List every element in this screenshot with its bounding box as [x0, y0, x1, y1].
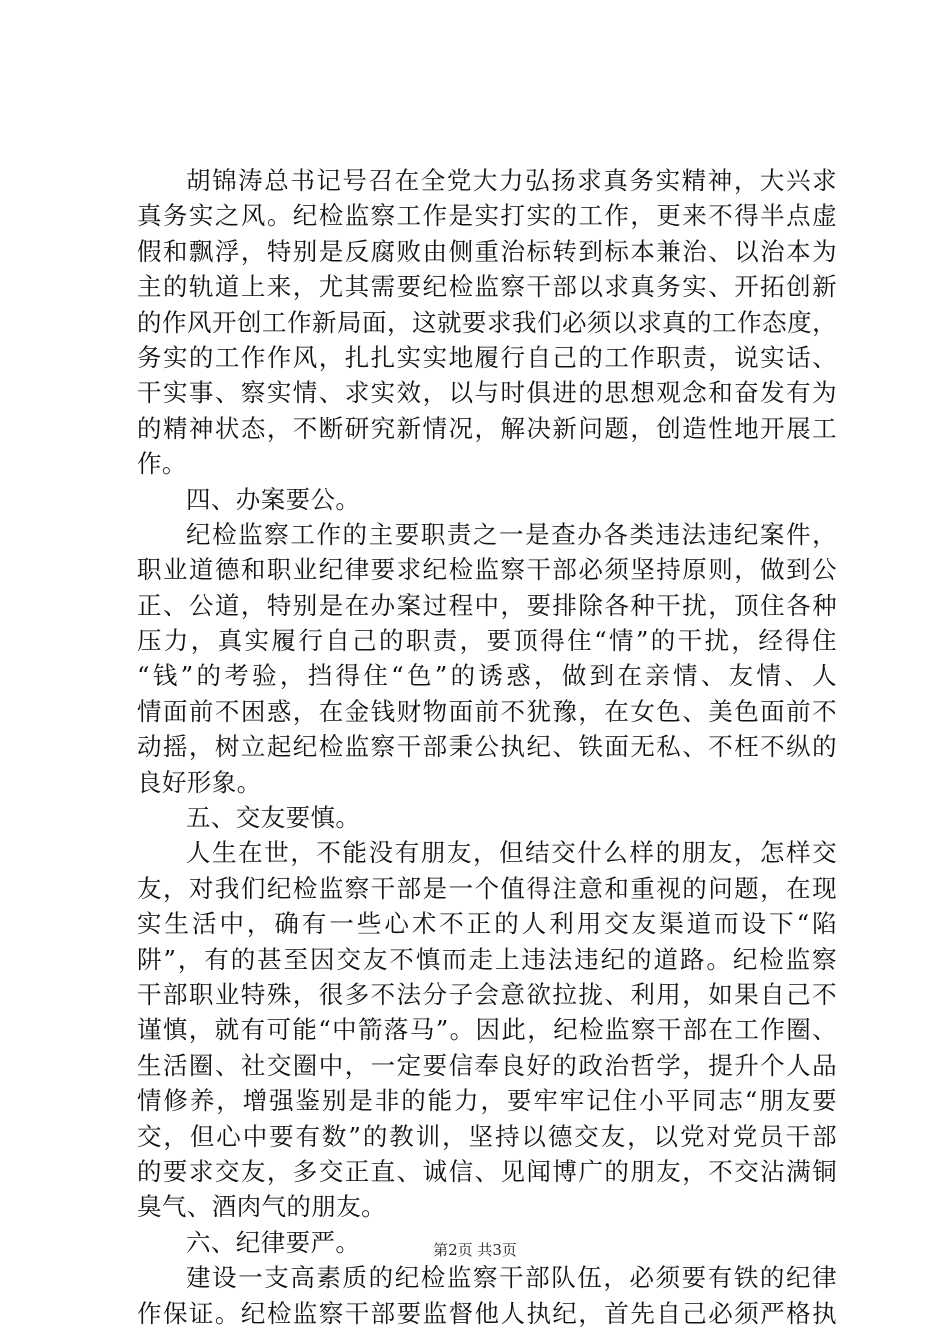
text-line: 的精神状态，不断研究新情况，解决新问题，创造性地开展工: [137, 413, 837, 443]
text-line: 纪检监察工作的主要职责之一是查办各类违法违纪案件，: [186, 519, 837, 549]
text-line: 良好形象。: [137, 767, 262, 797]
text-line: 干实事、察实情、求实效，以与时俱进的思想观念和奋发有为: [137, 378, 837, 408]
text-line: 作保证。纪检监察干部要监督他人执纪，首先自己必须严格执: [137, 1298, 837, 1328]
text-line: 生活圈、社交圈中，一定要信奉良好的政治哲学，提升个人品: [137, 1050, 837, 1080]
text-line: 臭气、酒肉气的朋友。: [137, 1192, 386, 1222]
page-footer: 第2页 共3页: [433, 1241, 517, 1259]
text-line: 作。: [137, 449, 187, 479]
text-line: 干部职业特殊，很多不法分子会意欲拉拢、利用，如果自己不: [137, 979, 837, 1009]
text-line: 谨慎，就有可能“中箭落马”。因此，纪检监察干部在工作圈、: [137, 1015, 837, 1045]
text-line: 实生活中，确有一些心术不正的人利用交友渠道而设下“陷: [137, 909, 837, 939]
text-line: 压力，真实履行自己的职责，要顶得住“情”的干扰，经得住: [137, 626, 837, 656]
text-line: 正、公道，特别是在办案过程中，要排除各种干扰，顶住各种: [137, 590, 837, 620]
text-line: 胡锦涛总书记号召在全党大力弘扬求真务实精神，大兴求: [186, 166, 837, 195]
text-line: 主的轨道上来，尤其需要纪检监察干部以求真务实、开拓创新: [137, 272, 837, 302]
text-line: 情修养，增强鉴别是非的能力，要牢牢记住小平同志“朋友要: [137, 1086, 837, 1116]
text-line: 职业道德和职业纪律要求纪检监察干部必须坚持原则，做到公: [137, 555, 837, 585]
text-line: 务实的工作作风，扎扎实实地履行自己的工作职责，说实话、: [137, 342, 837, 372]
text-line: 交，但心中要有数”的教训，坚持以德交友，以党对党员干部: [137, 1121, 837, 1151]
text-line: 六、纪律要严。: [186, 1227, 361, 1257]
text-line: 建设一支高素质的纪检监察干部队伍，必须要有铁的纪律: [186, 1263, 837, 1293]
text-line: 五、交友要慎。: [186, 803, 361, 833]
text-line: 情面前不困惑，在金钱财物面前不犹豫，在女色、美色面前不: [137, 696, 837, 726]
text-line: 友，对我们纪检监察干部是一个值得注意和重视的问题，在现: [137, 873, 837, 903]
document-body: [137, 163, 837, 1331]
text-line: “钱”的考验，挡得住“色”的诱惑，做到在亲情、友情、人: [137, 661, 837, 691]
text-line: 四、办案要公。: [186, 484, 361, 514]
text-line: 的要求交友，多交正直、诚信、见闻博广的朋友，不交沾满铜: [137, 1156, 837, 1186]
text-line: 真务实之风。纪检监察工作是实打实的工作，更来不得半点虚: [137, 201, 837, 231]
text-line: 人生在世，不能没有朋友，但结交什么样的朋友，怎样交: [186, 838, 837, 868]
text-line: 假和飘浮，特别是反腐败由侧重治标转到标本兼治、以治本为: [137, 236, 837, 266]
text-line: 动摇，树立起纪检监察干部秉公执纪、铁面无私、不枉不纵的: [137, 732, 837, 762]
text-line: 的作风开创工作新局面，这就要求我们必须以求真的工作态度，: [137, 307, 837, 337]
text-line: 阱”，有的甚至因交友不慎而走上违法违纪的道路。纪检监察: [137, 944, 837, 974]
